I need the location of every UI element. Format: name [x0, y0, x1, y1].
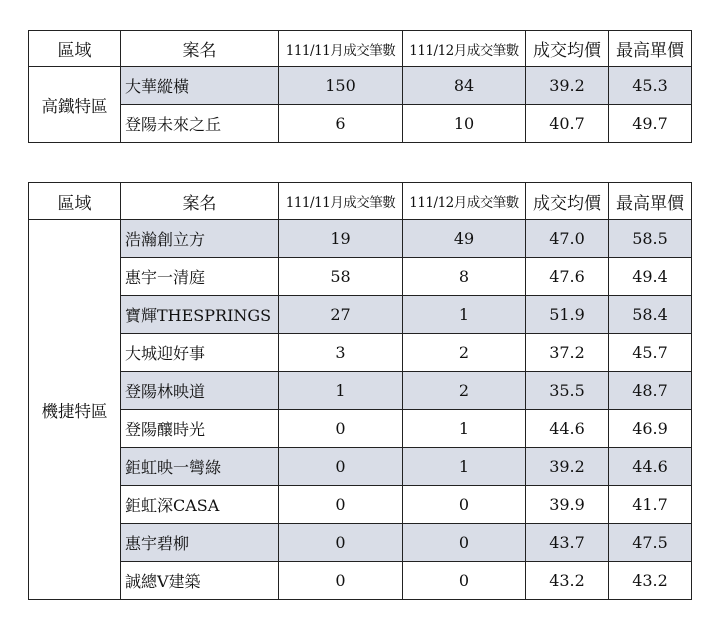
dec-count: 0 — [403, 562, 526, 600]
avg-price: 39.2 — [526, 448, 609, 486]
avg-price: 35.5 — [526, 372, 609, 410]
max-price: 48.7 — [609, 372, 692, 410]
max-price: 45.3 — [609, 67, 692, 105]
header-row — [29, 183, 692, 220]
avg-price: 44.6 — [526, 410, 609, 448]
max-price: 47.5 — [609, 524, 692, 562]
nov-count: 0 — [279, 562, 403, 600]
table-row — [29, 562, 692, 600]
project-name: 鉅虹深CASA — [121, 486, 279, 524]
max-price: 43.2 — [609, 562, 692, 600]
dec-count: 1 — [403, 296, 526, 334]
max-price: 41.7 — [609, 486, 692, 524]
avg-price: 39.9 — [526, 486, 609, 524]
max-price: 58.5 — [609, 220, 692, 258]
project-name: 浩瀚創立方 — [121, 220, 279, 258]
dec-count: 0 — [403, 486, 526, 524]
header-dec-count: 111/12月成交筆數 — [403, 183, 526, 220]
project-name: 惠宇碧柳 — [121, 524, 279, 562]
project-name: 登陽林映道 — [121, 372, 279, 410]
project-name: 登陽釀時光 — [121, 410, 279, 448]
nov-count: 58 — [279, 258, 403, 296]
header-region: 區域 — [29, 31, 121, 67]
dec-count: 10 — [403, 105, 526, 143]
nov-count: 0 — [279, 486, 403, 524]
dec-count: 8 — [403, 258, 526, 296]
avg-price: 40.7 — [526, 105, 609, 143]
header-name: 案名 — [121, 183, 279, 220]
table-row — [29, 486, 692, 524]
header-row — [29, 31, 692, 67]
header-name: 案名 — [121, 31, 279, 67]
max-price: 49.7 — [609, 105, 692, 143]
header-region: 區域 — [29, 183, 121, 220]
dec-count: 49 — [403, 220, 526, 258]
table-row — [29, 334, 692, 372]
table-row — [29, 524, 692, 562]
project-name: 大華縱橫 — [121, 67, 279, 105]
nov-count: 3 — [279, 334, 403, 372]
max-price: 44.6 — [609, 448, 692, 486]
table-row — [29, 220, 692, 258]
sales-table-airport-mrt-district — [28, 182, 692, 600]
project-name: 大城迎好事 — [121, 334, 279, 372]
project-name: 誠總V建築 — [121, 562, 279, 600]
dec-count: 1 — [403, 448, 526, 486]
table-row — [29, 105, 692, 143]
max-price: 49.4 — [609, 258, 692, 296]
dec-count: 0 — [403, 524, 526, 562]
header-max-price: 最高單價 — [609, 31, 692, 67]
nov-count: 19 — [279, 220, 403, 258]
sales-table-hsr-district — [28, 30, 692, 143]
header-nov-count: 111/11月成交筆數 — [279, 183, 403, 220]
nov-count: 0 — [279, 410, 403, 448]
avg-price: 47.0 — [526, 220, 609, 258]
table-row — [29, 372, 692, 410]
nov-count: 0 — [279, 448, 403, 486]
nov-count: 6 — [279, 105, 403, 143]
max-price: 45.7 — [609, 334, 692, 372]
table-row — [29, 258, 692, 296]
avg-price: 37.2 — [526, 334, 609, 372]
dec-count: 2 — [403, 334, 526, 372]
project-name: 登陽未來之丘 — [121, 105, 279, 143]
header-nov-count: 111/11月成交筆數 — [279, 31, 403, 67]
avg-price: 43.2 — [526, 562, 609, 600]
max-price: 58.4 — [609, 296, 692, 334]
table-row — [29, 67, 692, 105]
region-cell: 機捷特區 — [29, 220, 121, 600]
header-avg-price: 成交均價 — [526, 31, 609, 67]
header-avg-price: 成交均價 — [526, 183, 609, 220]
nov-count: 27 — [279, 296, 403, 334]
dec-count: 2 — [403, 372, 526, 410]
project-name: 鉅虹映一彎綠 — [121, 448, 279, 486]
nov-count: 0 — [279, 524, 403, 562]
avg-price: 51.9 — [526, 296, 609, 334]
project-name: 惠宇一清庭 — [121, 258, 279, 296]
nov-count: 150 — [279, 67, 403, 105]
header-max-price: 最高單價 — [609, 183, 692, 220]
avg-price: 39.2 — [526, 67, 609, 105]
dec-count: 84 — [403, 67, 526, 105]
max-price: 46.9 — [609, 410, 692, 448]
dec-count: 1 — [403, 410, 526, 448]
project-name: 寶輝THESPRINGS — [121, 296, 279, 334]
nov-count: 1 — [279, 372, 403, 410]
header-dec-count: 111/12月成交筆數 — [403, 31, 526, 67]
table-row — [29, 448, 692, 486]
avg-price: 47.6 — [526, 258, 609, 296]
table-row — [29, 410, 692, 448]
avg-price: 43.7 — [526, 524, 609, 562]
region-cell: 高鐵特區 — [29, 67, 121, 143]
table-row — [29, 296, 692, 334]
